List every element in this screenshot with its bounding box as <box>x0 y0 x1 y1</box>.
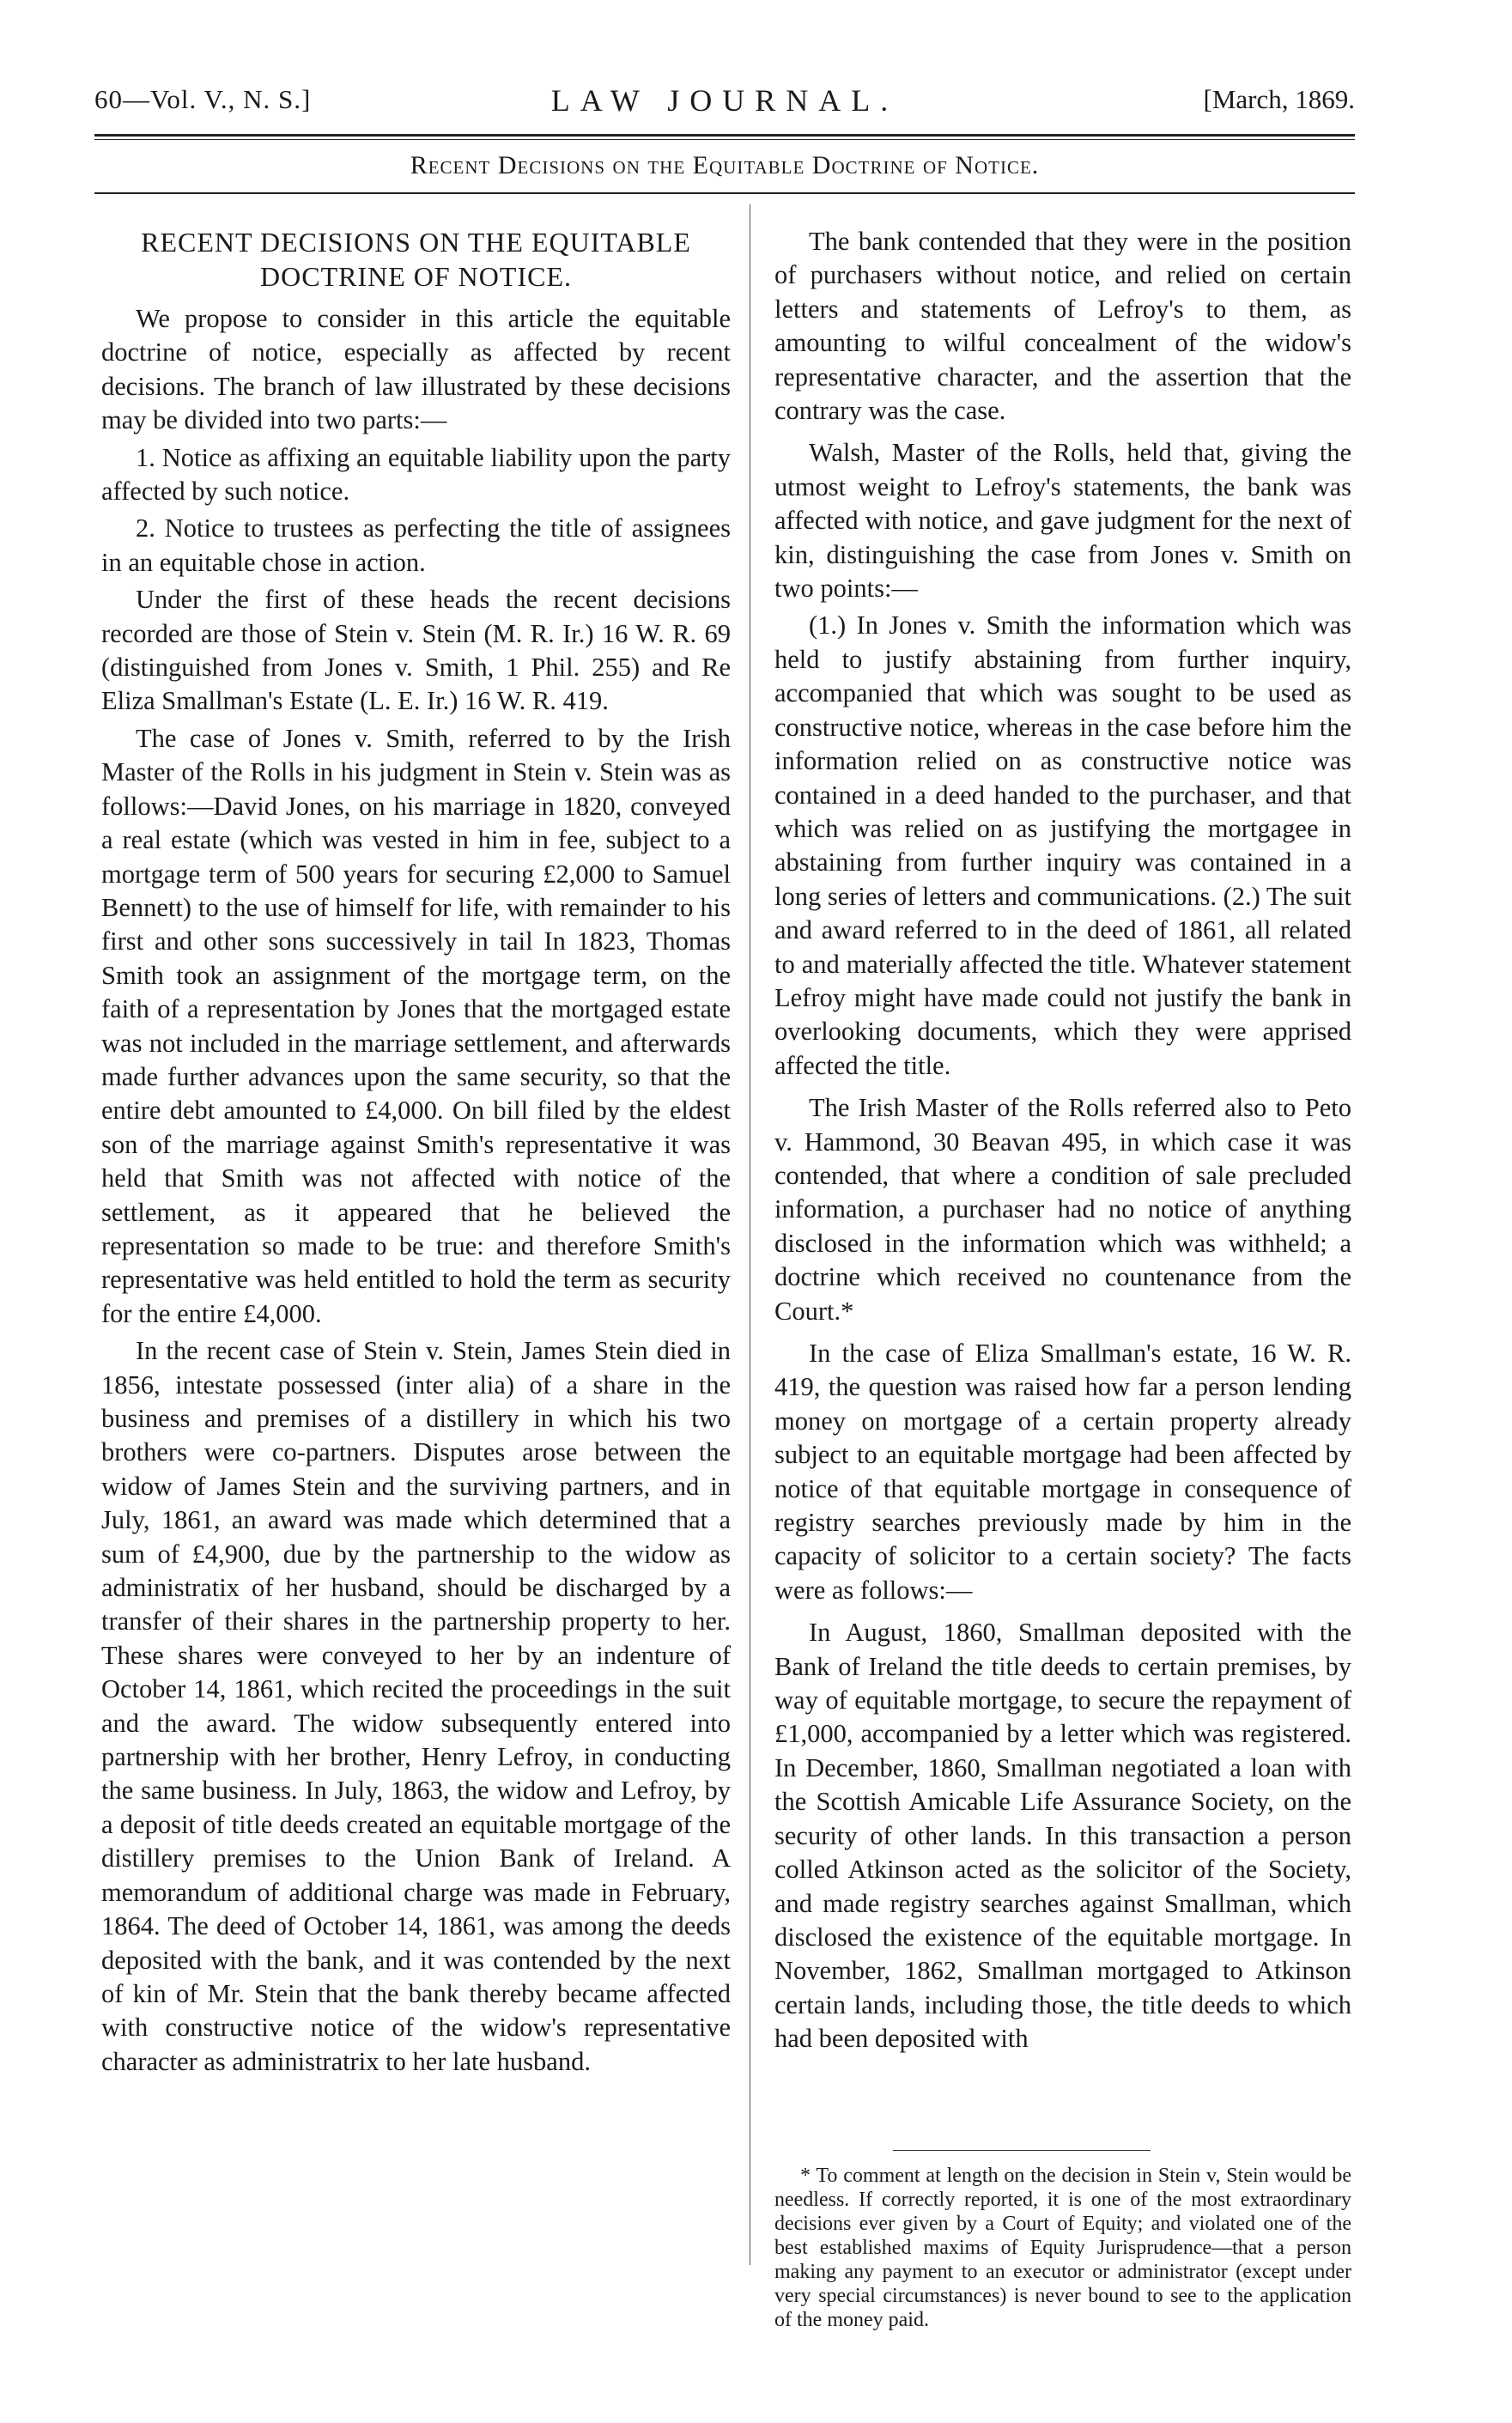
issue-date: [March, 1869. <box>1203 84 1355 114</box>
footnote <box>774 2164 1351 2332</box>
running-head <box>94 84 1355 122</box>
journal-title: LAW JOURNAL. <box>550 83 899 118</box>
paragraph: In the recent case of Stein v. Stein, James Stein died in 1856, intestate possessed (inter alia) of a share in the business and premises of a distillery in which his two brothers were co-partners. Disputes arose between the widow of James Stein and the surviving partners, and in July, 1861, an award was made which determined that a sum of £4,900, due by the partnership to the widow as administratix of her husband, should be discharged by a transfer of their shares in the partnership property to her. These shares were conveyed to her by an indenture of October 14, 1861, which recited the proceedings in the suit and the award. The widow subsequently entered into partnership with her brother, Henry Lefroy, in conducting the same business. In July, 1863, the widow and Lefroy, by a deposit of title deeds created an equitable mortgage of the distillery premises to the Union Bank of Ireland. A memorandum of additional charge was made in February, 1864. The deed of October 14, 1861, was among the deeds deposited with the bank, and it was contended by the next of kin of Mr. Stein that the bank thereby became affected with constructive notice of the widow's representative character as administratrix to her late husband. <box>101 1336 731 2076</box>
page-volume-reference: 60—Vol. V., N. S.] <box>94 84 312 114</box>
paragraph: In August, 1860, Smallman deposited with the Bank of Ireland the title deeds to certain premises, by way of equitable mortgage, to secure the repayment of £1,000, accompanied by a letter which was registered. In December, 1860, Smallman negotiated a loan with the Scottish Amicable Life Assurance Society, on the security of other lands. In this transaction a person colled Atkinson acted as the solicitor of the Society, and made registry searches against Smallman, which disclosed the existence of the equitable mortgage. In November, 1862, Smallman mortgaged to Atkinson certain lands, including those, the title deeds to which had been deposited with <box>774 1618 1351 2054</box>
paragraph: (1.) In Jones v. Smith the information which was held to justify abstaining from further inquiry, accompanied that which was sought to be used as constructive notice, whereas in the case before him the information relied on as constructive notice was contained in a deed handed to the purchaser, and that which was relied on as justifying the mortgagee in abstaining from further inquiry was contained in a long series of letters and communications. (2.) The suit and award referred to in the deed of 1861, all related to and materially affected the title. Whatever statement Lefroy might have made could not justify the bank in overlooking documents, which they were apprised affected the title. <box>774 610 1351 1080</box>
footnote-text: * To comment at length on the decision in Stein v, Stein would be needless. If correctly reported, it is one of the most extraordinary decisions ever given by a Court of Equity; and violated one of the best established maxims of Equity Jurisprudence—that a person making any payment to an executor or administrator (except under very special circumstances) is never bound to see to the application of the money paid. <box>774 2165 1351 2331</box>
paragraph: The bank contended that they were in the position of purchasers without notice, and relied on certain letters and statements of Lefroy's to them, as amounting to wilful concealment of the widow's representative character, and the assertion that the contrary was the case. <box>774 227 1351 426</box>
right-column <box>774 225 1351 2060</box>
article-title: RECENT DECISIONS ON THE EQUITABLE DOCTRINE OF NOTICE. <box>141 227 691 292</box>
paragraph: Under the first of these heads the recent decisions recorded are those of Stein v. Stein (M. R. Ir.) 16 W. R. 69 (distinguished from Jones v. Smith, 1 Phil. 255) and Re Eliza Smallman's Estate (L. E. Ir.) 16 W. R. 419. <box>101 585 731 716</box>
footnote-rule <box>893 2150 1151 2151</box>
paragraph: The Irish Master of the Rolls referred also to Peto v. Hammond, 30 Beavan 495, in which case it was contended, that where a condition of sale precluded information, a purchaser had no notice of anything disclosed in the information which was withheld; a doctrine which received no countenance from the Court.* <box>774 1093 1351 1326</box>
paragraph: The case of Jones v. Smith, referred to by the Irish Master of the Rolls in his judgment in Stein v. Stein was as follows:—David Jones, on his marriage in 1820, conveyed a real estate (which was vested in him in fee, subject to a mortgage term of 500 years for securing £2,000 to Samuel Bennett) to the use of himself for life, with remainder to his first and other sons successively in tail In 1823, Thomas Smith took an assignment of the mortgage term, on the faith of a representation by Jones that the mortgaged estate was not included in the marriage settlement, and afterwards made further advances upon the same security, so that the entire debt amounted to £4,000. On bill filed by the eldest son of the marriage against Smith's representative it was held that Smith was not affected with notice of the settlement, as it appeared that he believed the representation so made to be true: and therefore Smith's representative was held entitled to hold the term as security for the entire £4,000. <box>101 723 731 1328</box>
section-rule <box>94 192 1355 194</box>
paragraph: Walsh, Master of the Rolls, held that, giving the utmost weight to Lefroy's statements, the bank was affected with notice, and gave judgment for the next of kin, distinguishing the case from Jones v. Smith on two points:— <box>774 438 1351 604</box>
paragraph: In the case of Eliza Smallman's estate, 16 W. R. 419, the question was raised how far a person lending money on mortgage of a certain property already subject to an equitable mortgage had been affected by notice of that equitable mortgage in consequence of registry searches previously made by him in the capacity of solicitor to a certain society? The facts were as follows:— <box>774 1339 1351 1605</box>
paragraph: 1. Notice as affixing an equitable liability upon the party affected by such notice. <box>101 442 731 507</box>
section-heading: Recent Decisions on the Equitable Doctrine of Notice. <box>410 151 1040 179</box>
paragraph: We propose to consider in this article the equitable doctrine of notice, especially as affected by recent decisions. The branch of law illustrated by these decisions may be divided into two parts:— <box>101 304 731 435</box>
paragraph: 2. Notice to trustees as perfecting the title of assignees in an equitable chose in action. <box>101 513 731 577</box>
header-rule-thick <box>94 134 1355 137</box>
header-rule-thin <box>94 139 1355 140</box>
left-column <box>101 225 731 2082</box>
